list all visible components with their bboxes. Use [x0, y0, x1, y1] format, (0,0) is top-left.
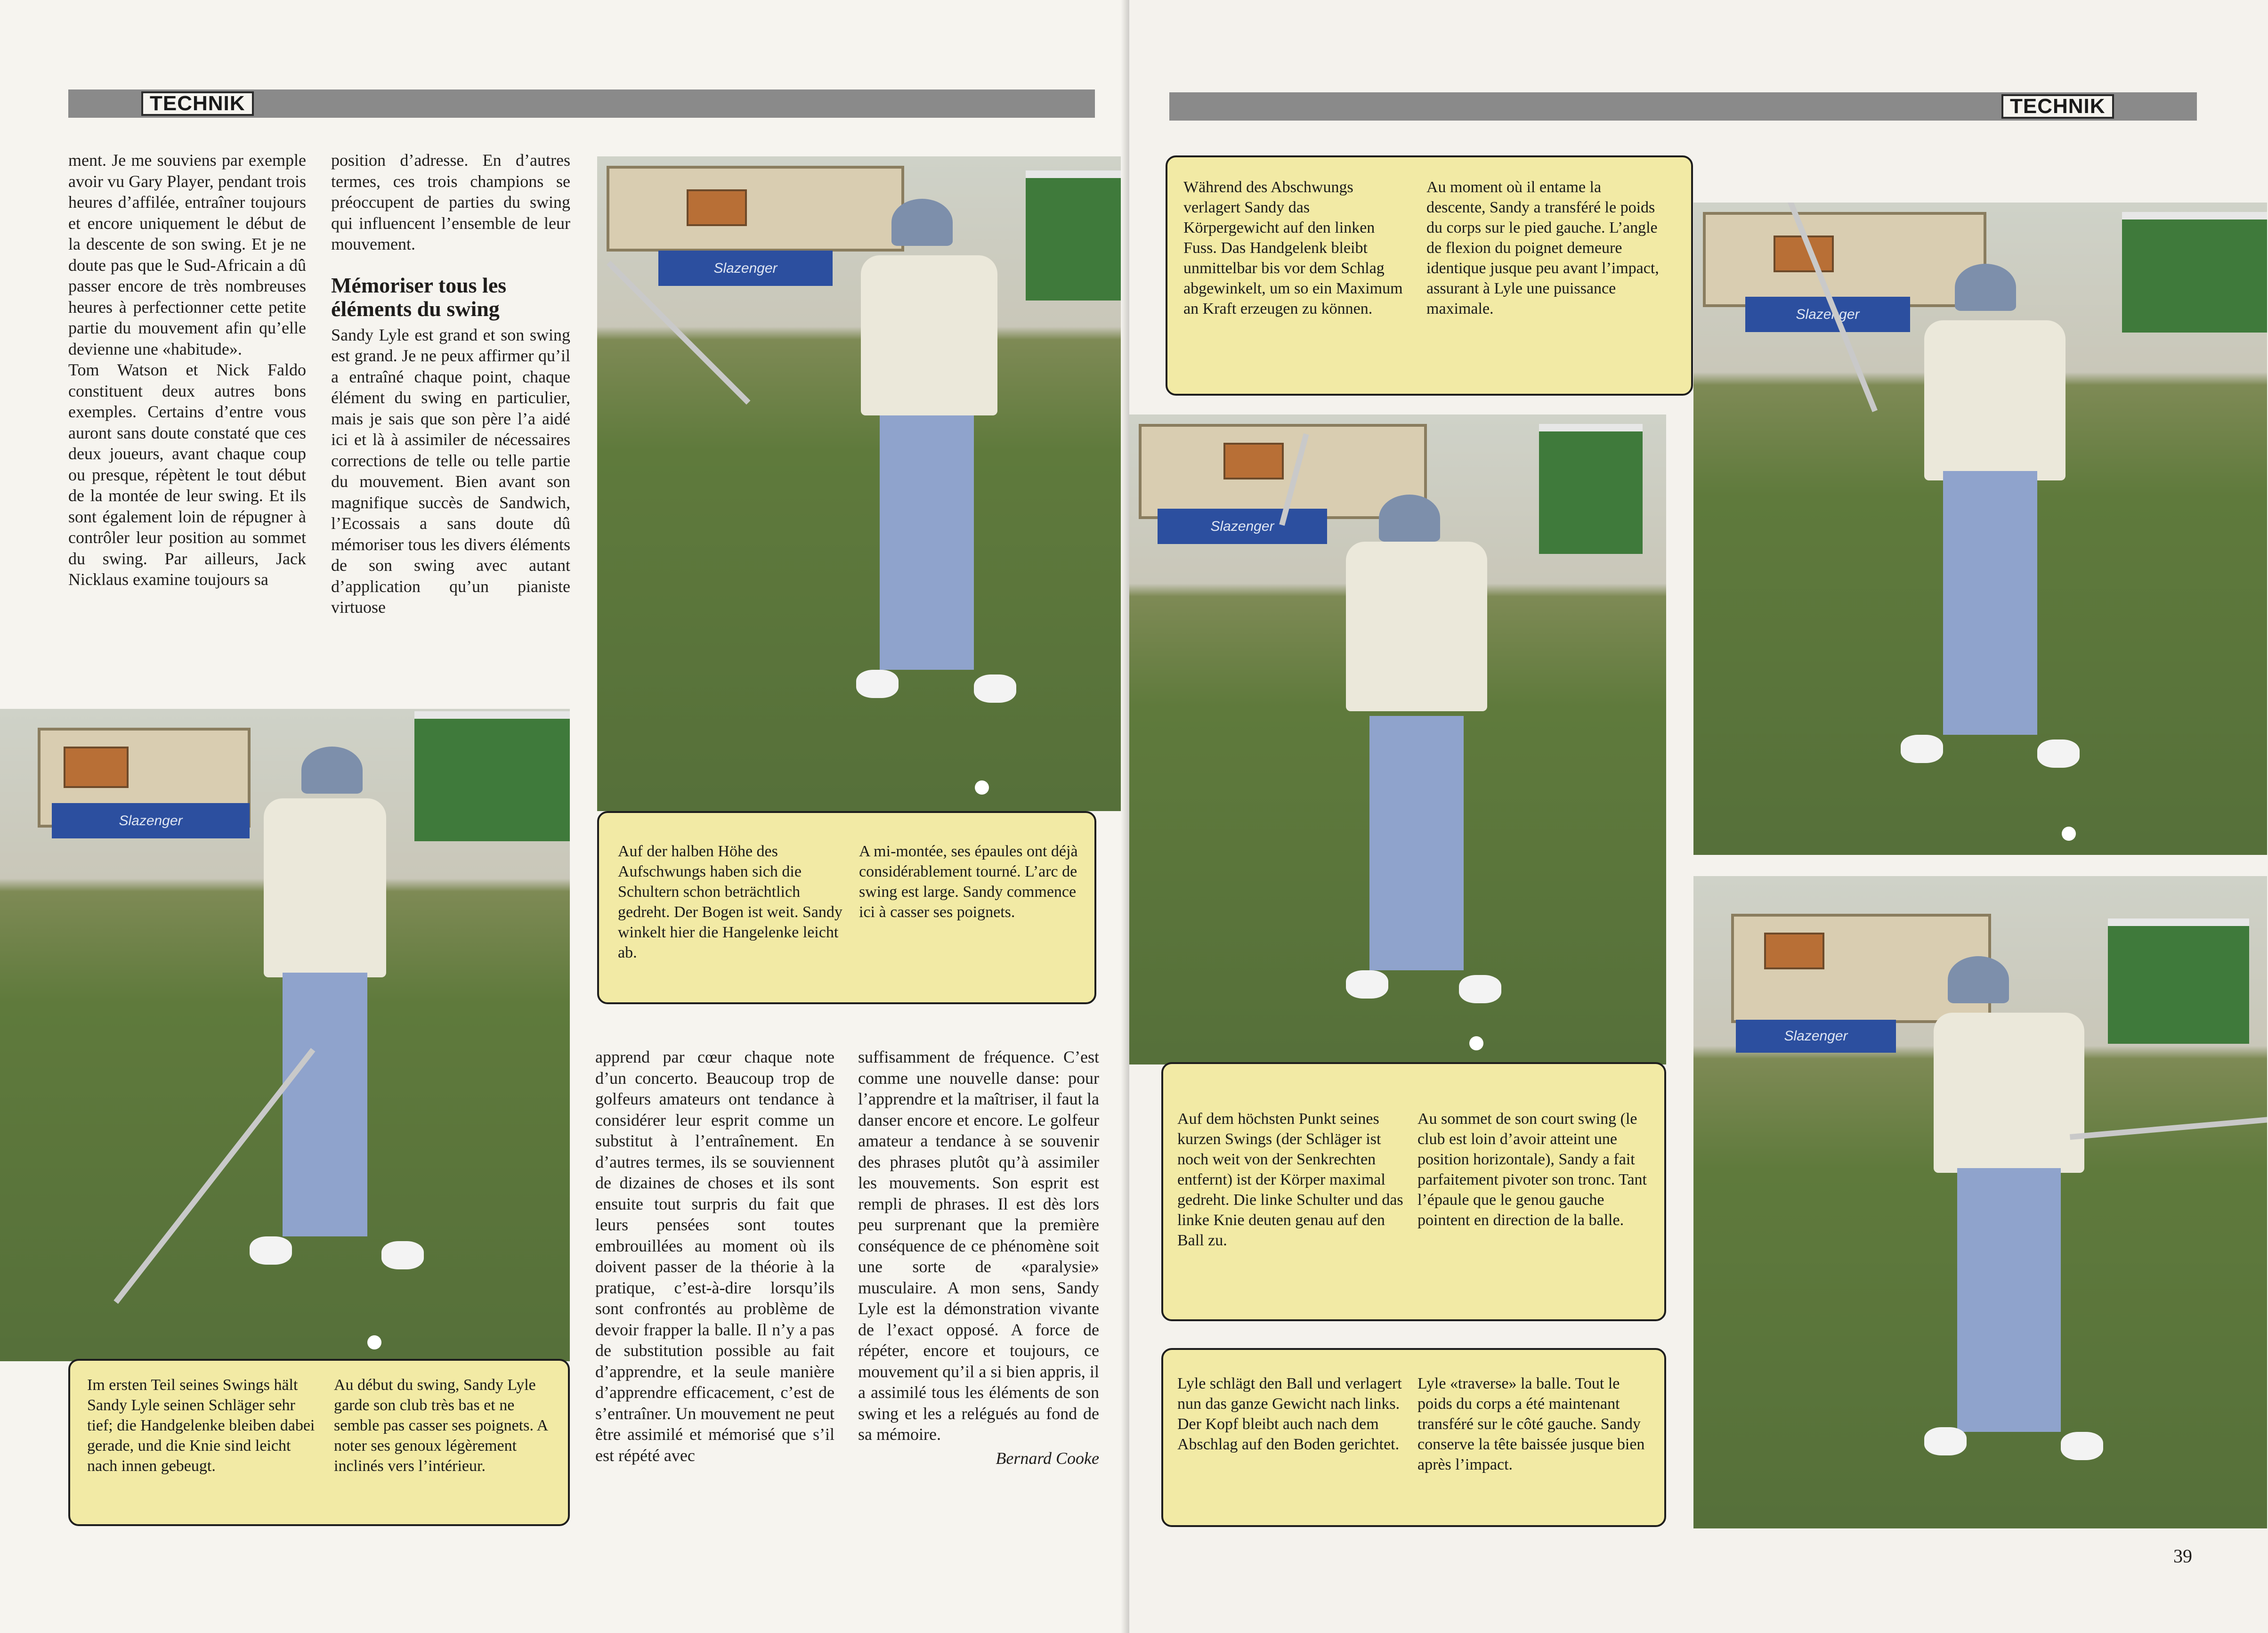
golf-swing-photo-address: [0, 709, 570, 1361]
article-column-4: [858, 1047, 1099, 1469]
caption-french: Au sommet de son court swing (le club est loin d’avoir atteint une position horizontale), Sandy a fait parfaitement pivoter son tronc. Tant l’épaule que le genou gauche pointent en direction de la balle.: [1418, 1110, 1647, 1229]
golfer-figure: [1896, 956, 2141, 1474]
golf-swing-photo-impact: [1693, 876, 2267, 1528]
paragraph: Sandy Lyle est grand et son swing est grand. Je ne peux affirmer qu’il a entraîné chaque point, chaque élément du swing en particulier, mais je sais que son père l’a aidé ici et là à assimiler de nécessaires corrections de telle ou telle partie du mouvement. Bien avant son magnifique succès de Sandwich, l’Ecossais a sans doute dû mémoriser tous les divers éléments de son swing avec autant d’application qu’un pianiste virtuose: [331, 325, 570, 617]
caption-german: Auf dem höchsten Punkt seines kurzen Swings (der Schläger ist noch weit von der Senkrechten entfernt) ist der Körper maximal gedreht. Die linke Schulter und das linke Knie deuten genau auf den Ball zu.: [1177, 1110, 1403, 1249]
caption-french: A mi-montée, ses épaules ont déjà considérablement tourné. L’arc de swing est large. Sandy commence ici à casser ses poignets.: [859, 843, 1078, 921]
golfer-figure: [235, 747, 405, 1312]
caption-german: Im ersten Teil seines Swings hält Sandy Lyle seinen Schläger sehr tief; die Handgelenke bleiben dabei gerade, und die Knie sind leicht nach innen gebeugt.: [87, 1376, 315, 1475]
golfer-figure: [1882, 264, 2117, 782]
subheading: Mémoriser tous les éléments du swing: [331, 273, 507, 321]
paragraph: Tom Watson et Nick Faldo constituent deux autres bons exemples. Certains d’entre vous auront sans doute constaté que ces deux joueurs, avant chaque coup ou presque, répètent le tout début de la montée de leur swing. Et ils sont également loin de répugner à contrôler leur position au sommet du swing. Par ailleurs, Jack Nicklaus examine toujours sa: [68, 360, 306, 589]
caption-german: Auf der halben Höhe des Aufschwungs haben sich die Schultern schon beträchtlich gedreht. Der Bogen ist weit. Sandy winkelt hier die Hangelenke leicht ab.: [618, 843, 842, 961]
banner-sign: Slazenger: [52, 803, 250, 838]
golf-swing-photo-downswing: [1693, 203, 2267, 855]
golf-swing-photo-top-of-swing: [1129, 414, 1666, 1064]
caption-french: Au moment où il entame la descente, Sandy a transféré le poids du corps sur le pied gauche. L’angle de flexion du poignet demeure identique jusque peu avant l’impact, assurant à Lyle une puissance maximale.: [1426, 179, 1659, 317]
article-column-3: [595, 1047, 834, 1466]
paragraph: suffisamment de fréquence. C’est comme une nouvelle danse: pour l’apprendre et la maîtriser, il faut la danser encore et encore. Le golfeur amateur a tendance à se souvenir des phrases plutôt qu’à assimiler les mouvements. Son esprit est rempli de phrases. Il est dès lors peu surprenant que la première conséquence de ce phénomène soit une sorte de «paralysie» musculaire. A mon sens, Sandy Lyle est la démonstration vivante de l’exact opposé. A force de répéter, encore et toujours, ce mouvement qu’il a si bien appris, il a assimilé tous les éléments de son swing et les a relégués au fond de sa mémoire.: [858, 1048, 1099, 1444]
paragraph: apprend par cœur chaque note d’un concerto. Beaucoup trop de golfeurs amateurs ont tendance à considérer leur esprit comme un substitut à l’entraînement. En d’autres termes, ils se souviennent de dizaines de choses et ils sont ensuite tout surpris du fait que leurs pensées sont toutes embrouillées au moment où ils doivent passer de la théorie à la pratique, c’est-à-dire lorsqu’ils sont confrontés au problème de devoir frapper la balle. Il n’y a pas de substitution possible au fait d’apprendre, et la seule manière d’apprendre efficacement, c’est de s’entraîner. Un mouvement ne peut être assimilé et mémorisé que s’il est répété avec: [595, 1048, 834, 1465]
photo-caption-2: [597, 811, 1096, 1004]
page-number: 39: [2173, 1545, 2192, 1567]
article-column-1: [68, 150, 306, 590]
photo-caption-1: [68, 1359, 570, 1526]
article-column-2: [331, 150, 570, 618]
caption-french: Au début du swing, Sandy Lyle garde son club très bas et ne semble pas casser ses poignets. A noter ses genoux légèrement inclinés vers l’intérieur.: [334, 1376, 548, 1475]
left-page: [0, 0, 1129, 1633]
right-page: [1129, 0, 2268, 1633]
golf-swing-photo-half-backswing: [597, 156, 1121, 811]
section-tag: TECHNIK: [2001, 94, 2114, 119]
banner-sign: Slazenger: [1736, 1020, 1896, 1053]
banner-sign: Slazenger: [658, 251, 833, 286]
section-tag: TECHNIK: [141, 91, 254, 116]
caption-french: Lyle «traverse» la balle. Tout le poids du corps a été maintenant transféré sur le côté gauche. Sandy conserve la tête baissée jusque bien après l’impact.: [1418, 1375, 1645, 1473]
photo-caption-5: [1161, 1348, 1666, 1527]
golfer-figure: [1318, 452, 1534, 1017]
caption-german: Während des Abschwungs verlagert Sandy das Körpergewicht auf den linken Fuss. Das Handgelenk bleibt unmittelbar bis vor dem Schlag abgewinkelt, um so ein Maximum an Kraft erzeugen zu können.: [1183, 179, 1403, 317]
paragraph: ment. Je me souviens par exemple avoir vu Gary Player, pendant trois heures d’affilée, entraîner toujours et encore uniquement le début de la descente de son swing. Et je ne doute pas que le Sud-Africain a dû passer encore de très nombreuses heures à perfectionner cette petite partie du mouvement afin qu’elle devienne une «habitude».: [68, 151, 306, 358]
paragraph: position d’adresse. En d’autres termes, ces trois champions se préoccupent de parties du swing qui influencent l’ensemble de leur mouvement.: [331, 151, 570, 253]
photo-caption-4: [1161, 1062, 1666, 1321]
author-signature: Bernard Cooke: [996, 1448, 1099, 1468]
photo-caption-3: [1166, 155, 1693, 396]
caption-german: Lyle schlägt den Ball und verlagert nun das ganze Gewicht nach links. Der Kopf bleibt auch nach dem Abschlag auf den Boden gerichtet.: [1177, 1375, 1402, 1453]
golfer-figure: [818, 199, 1063, 740]
banner-sign: Slazenger: [1158, 509, 1327, 544]
banner-sign: Slazenger: [1745, 297, 1910, 332]
